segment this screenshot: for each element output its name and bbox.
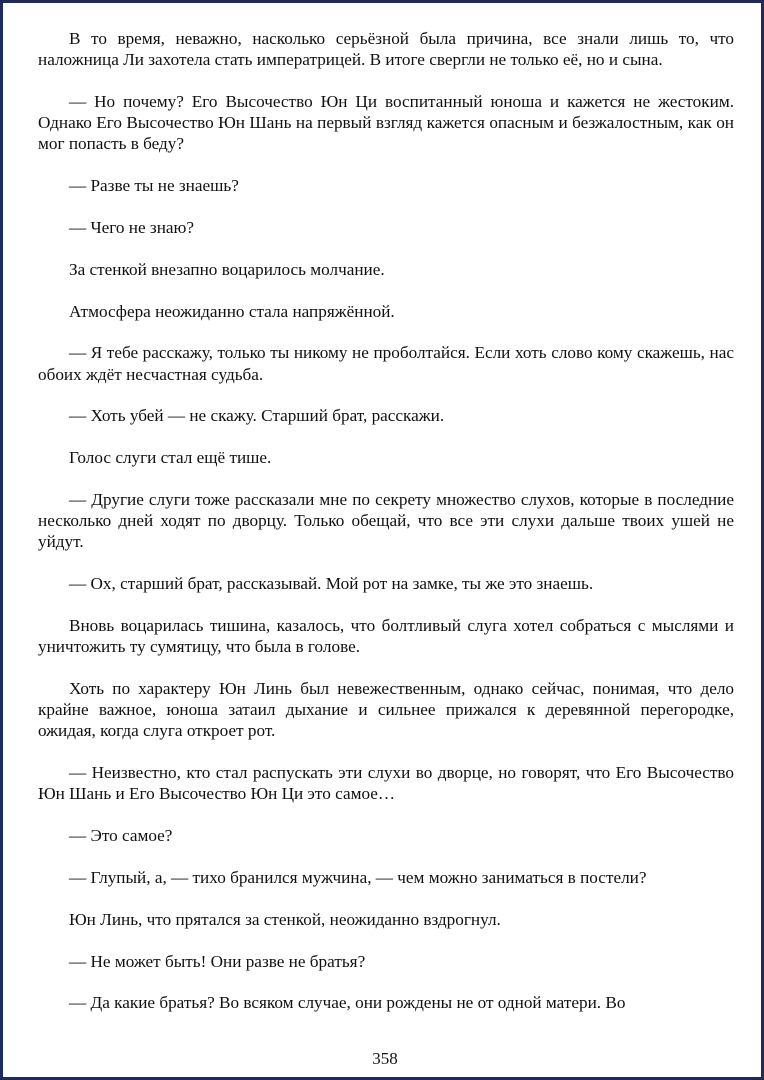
paragraph-9: Голос слуги стал ещё тише.: [69, 448, 272, 468]
paragraph-15: — Это самое?: [69, 826, 173, 846]
paragraph-18: — Не может быть! Они разве не братья?: [69, 951, 366, 971]
paragraph-6: Атмосфера неожиданно стала напряжённой.: [69, 301, 395, 321]
paragraph-19: — Да какие братья? Во всяком случае, они рождены не от одной матери. Во: [69, 993, 626, 1013]
paragraph-16: — Глупый, а, — тихо бранился мужчина, — чем можно заниматься в постели?: [69, 867, 647, 887]
paragraph-12: Вновь воцарилась тишина, казалось, что болтливый слуга хотел собраться с мыслями и уничтожить ту сумятицу, что была в голове.: [38, 615, 734, 657]
paragraph-14: — Неизвестно, кто стал распускать эти слухи во дворце, но говорят, что Его Высочество Юн Шань и Его Высочество Юн Ци это самое…: [38, 763, 734, 804]
paragraph-1: В то время, неважно, насколько серьёзной была причина, все знали лишь то, что наложница Ли захотела стать императрицей. В итоге свергли не только её, но и сына.: [38, 29, 734, 70]
paragraph-7: — Я тебе расскажу, только ты никому не проболтайся. Если хоть слово кому скажешь, нас обоих ждёт несчастная судьба.: [38, 343, 734, 384]
page-number: 358: [372, 1049, 398, 1068]
paragraph-2: — Но почему? Его Высочество Юн Ци воспитанный юноша и кажется не жестоким. Однако Его Высочество Юн Шань на первый взгляд кажется опасным и безжалостным, как он мог попасть в беду?: [38, 92, 734, 154]
paragraph-8: — Хоть убей — не скажу. Старший брат, расскажи.: [69, 406, 445, 426]
page-text: [38, 28, 734, 1034]
paragraph-3: — Разве ты не знаешь?: [69, 176, 239, 196]
paragraph-4: — Чего не знаю?: [69, 218, 195, 237]
paragraph-5: За стенкой внезапно воцарилось молчание.: [69, 259, 385, 279]
paragraph-13: Хоть по характеру Юн Линь был невежественным, однако сейчас, понимая, что дело крайне важное, юноша затаил дыхание и сильнее прижался к деревянной перегородке, ожидая, когда слуга откроет рот.: [38, 678, 734, 741]
paragraph-11: — Ох, старший брат, рассказывай. Мой рот на замке, ты же это знаешь.: [69, 574, 594, 594]
paragraph-17: Юн Линь, что прятался за стенкой, неожиданно вздрогнул.: [69, 909, 501, 929]
paragraph-10: — Другие слуги тоже рассказали мне по секрету множество слухов, которые в последние несколько дней ходят по дворцу. Только обещай, что все эти слухи дальше твоих ушей не уйдут.: [38, 489, 734, 552]
